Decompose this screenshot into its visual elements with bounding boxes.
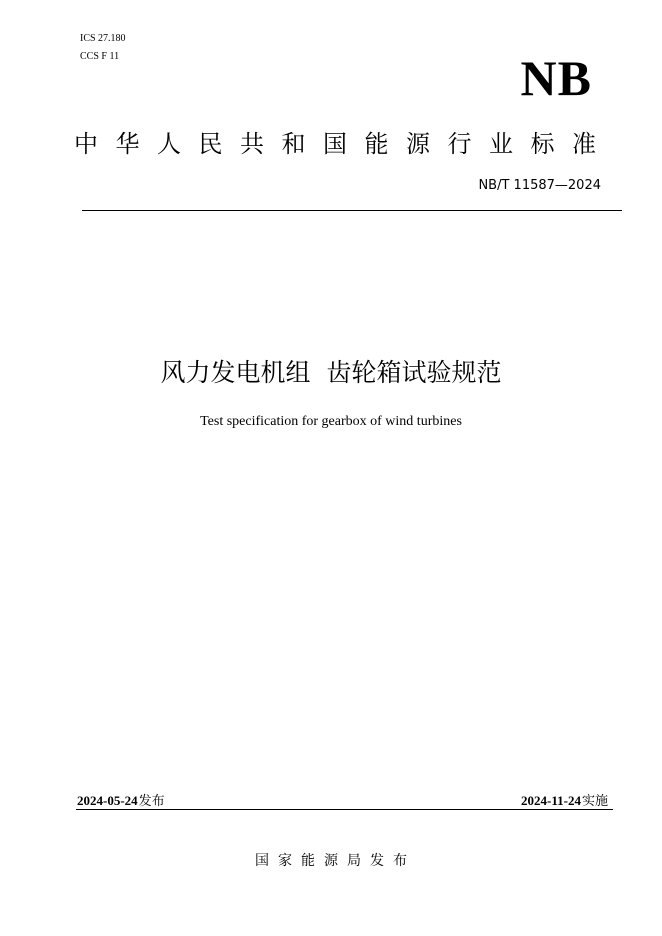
ccs-code: CCS F 11 — [80, 51, 120, 62]
header-divider — [82, 210, 622, 211]
issue-date: 2024-05-24 — [77, 793, 138, 808]
footer-divider — [76, 809, 613, 810]
nb-logo: NB — [520, 50, 592, 106]
publisher: 国家能源局发布 — [255, 853, 416, 869]
issue-date-line — [77, 793, 165, 810]
standard-category-title: 中华人民共和国能源行业标准 — [74, 130, 614, 158]
document-title-chinese: 风力发电机组 齿轮箱试验规范 — [160, 358, 502, 387]
document-title-english: Test specification for gearbox of wind turbines — [200, 414, 462, 429]
standard-number: NB/T 11587—2024 — [478, 178, 601, 193]
ics-code: ICS 27.180 — [80, 33, 126, 44]
implementation-label: 实施 — [581, 794, 608, 809]
implementation-date: 2024-11-24 — [521, 793, 581, 808]
issue-label: 发布 — [138, 794, 165, 809]
implementation-date-line — [521, 793, 608, 810]
